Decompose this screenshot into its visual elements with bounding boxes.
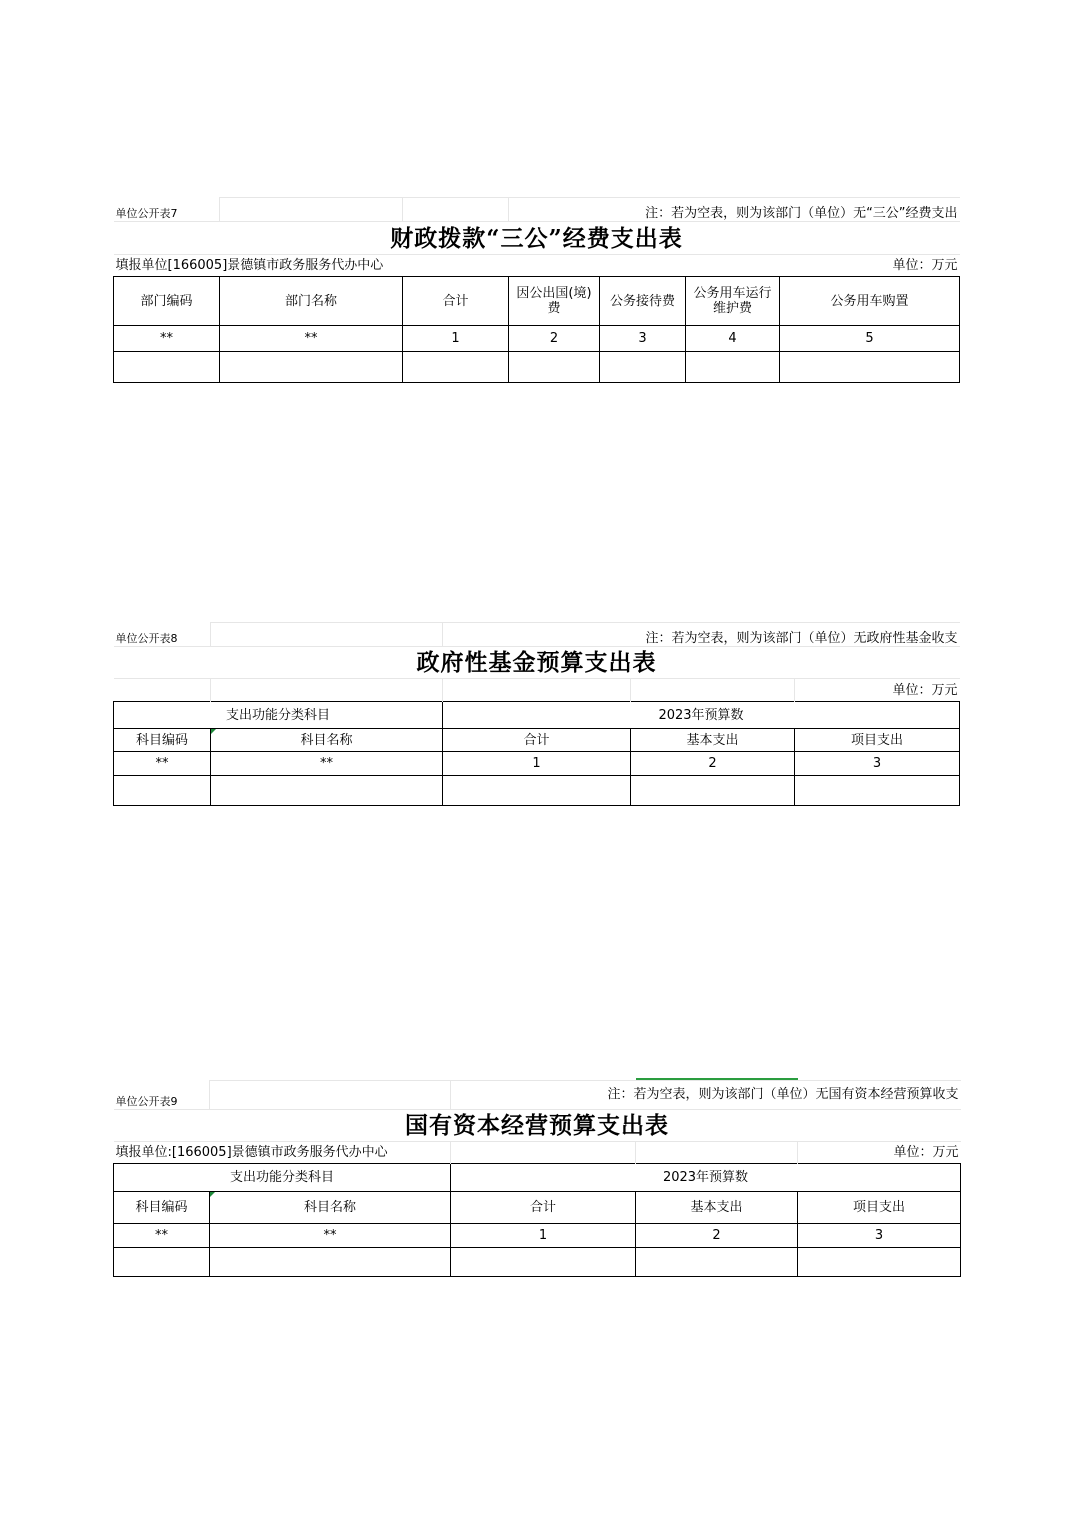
table-7-title-row (114, 222, 960, 255)
table-9-title-row (114, 1110, 961, 1142)
table-cell: ** (114, 752, 211, 776)
header-vehicle-run-line2: 维护费 (712, 301, 752, 316)
table-9-id-label: 单位公开表9 (114, 1081, 210, 1110)
table-cell: 3 (795, 752, 960, 776)
table-9-unit: 单位：万元 (798, 1142, 961, 1164)
table-cell: 1 (451, 1224, 636, 1248)
table-9 (113, 1080, 961, 1277)
table-7-note: 注：若为空表，则为该部门（单位）无“三公”经费支出 (509, 198, 960, 222)
table-8-note: 注：若为空表，则为该部门（单位）无政府性基金收支 (443, 623, 960, 647)
table-9-filler-row (114, 1142, 961, 1164)
group-header-budget: 2023年预算数 (443, 702, 960, 729)
table-cell: 1 (443, 752, 631, 776)
table-cell: ** (114, 326, 220, 352)
table-8-title-row (114, 647, 960, 679)
table-8-title: 政府性基金预算支出表 (114, 647, 960, 679)
table-7-filler-row (114, 255, 960, 277)
group-header-function: 支出功能分类科目 (114, 702, 443, 729)
table-8-id-label: 单位公开表8 (114, 623, 211, 647)
table-cell: 3 (600, 326, 686, 352)
header-reception: 公务接待费 (600, 277, 686, 326)
table-cell: 1 (403, 326, 509, 352)
table-row-empty (114, 1248, 961, 1277)
table-8-group-header-row (114, 702, 960, 729)
group-header-budget: 2023年预算数 (451, 1164, 961, 1192)
table-7-header-row (114, 277, 960, 326)
table-cell: 5 (780, 326, 960, 352)
table-9-header-row (114, 1192, 961, 1224)
table-9-filler: 填报单位:[166005]景德镇市政务服务代办中心 (114, 1142, 451, 1164)
table-8 (113, 622, 960, 806)
table-cell: ** (220, 326, 403, 352)
table-9-group-header-row (114, 1164, 961, 1192)
table-7-title: 财政拨款“三公”经费支出表 (114, 222, 960, 255)
table-7-meta-row (114, 198, 960, 222)
header-basic-expense: 基本支出 (636, 1192, 798, 1224)
table-row (114, 752, 960, 776)
table-9-meta-row (114, 1081, 961, 1110)
table-9-title: 国有资本经营预算支出表 (114, 1110, 961, 1142)
table-8-meta-row (114, 623, 960, 647)
table-row (114, 1224, 961, 1248)
group-header-function: 支出功能分类科目 (114, 1164, 451, 1192)
table-7-unit: 单位：万元 (780, 255, 960, 277)
table-cell: ** (114, 1224, 210, 1248)
header-subject-name: 科目名称 (210, 1192, 451, 1224)
header-dept-code: 部门编码 (114, 277, 220, 326)
table-7-filler: 填报单位[166005]景德镇市政务服务代办中心 (114, 255, 780, 277)
header-vehicle-run (686, 277, 780, 326)
header-abroad-cost (509, 277, 600, 326)
header-subject-code: 科目编码 (114, 1192, 210, 1224)
header-total: 合计 (403, 277, 509, 326)
table-cell: 2 (631, 752, 795, 776)
table-row-empty (114, 352, 960, 383)
table-8-header-row (114, 729, 960, 752)
header-project-expense: 项目支出 (795, 729, 960, 752)
table-row (114, 326, 960, 352)
table-7 (113, 197, 960, 383)
table-cell: 2 (636, 1224, 798, 1248)
header-subject-name: 科目名称 (211, 729, 443, 752)
header-vehicle-run-line1: 公务用车运行 (693, 286, 772, 301)
table-cell: 2 (509, 326, 600, 352)
header-abroad-line1: 因公出国(境) (516, 286, 592, 301)
header-project-expense: 项目支出 (798, 1192, 961, 1224)
table-cell: 3 (798, 1224, 961, 1248)
table-8-unit: 单位：万元 (795, 679, 960, 702)
header-basic-expense: 基本支出 (631, 729, 795, 752)
table-7-id-label: 单位公开表7 (114, 198, 220, 222)
header-abroad-line2: 费 (547, 301, 561, 316)
header-total: 合计 (451, 1192, 636, 1224)
table-8-unit-row (114, 679, 960, 702)
header-vehicle-purchase: 公务用车购置 (780, 277, 960, 326)
table-cell: ** (210, 1224, 451, 1248)
table-cell: ** (211, 752, 443, 776)
table-cell: 4 (686, 326, 780, 352)
table-row-empty (114, 776, 960, 806)
table-9-note: 注：若为空表，则为该部门（单位）无国有资本经营预算收支 (451, 1081, 961, 1110)
header-subject-code: 科目编码 (114, 729, 211, 752)
header-total: 合计 (443, 729, 631, 752)
header-dept-name: 部门名称 (220, 277, 403, 326)
